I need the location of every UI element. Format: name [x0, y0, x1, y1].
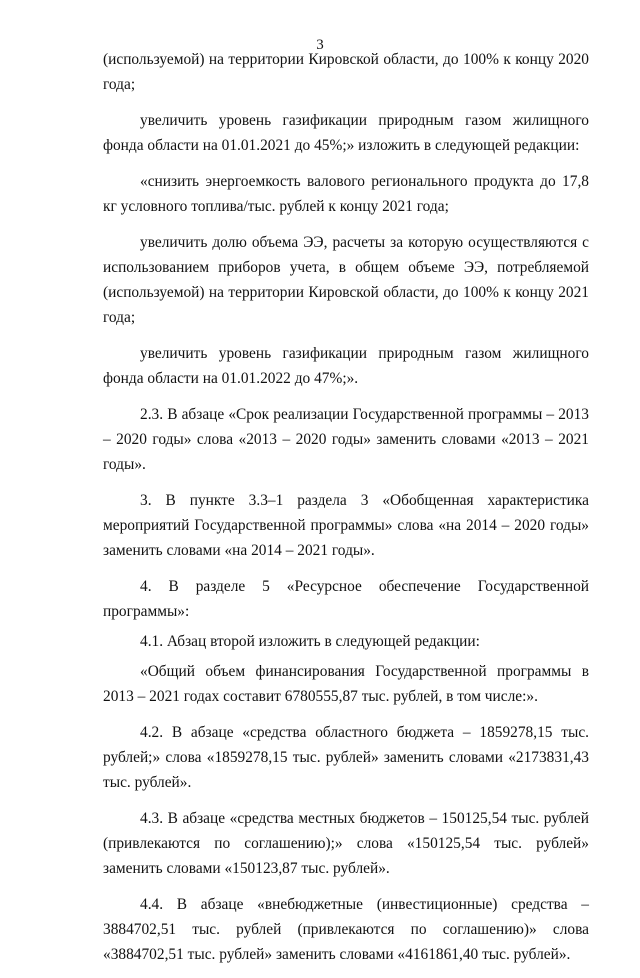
- paragraph-10: «Общий объем финансирования Государственной программы в 2013 – 2021 годах составит 6780555,87 тыс. рублей, в том числе:».: [103, 663, 589, 705]
- paragraph-8: 4. В разделе 5 «Ресурсное обеспечение Государственной программы»:: [103, 578, 589, 620]
- paragraph-12: 4.3. В абзаце «средства местных бюджетов – 150125,54 тыс. рублей (привлекаются по соглашению);» слова «150125,54 тыс. рублей» заменить словами «150123,87 тыс. рублей».: [103, 810, 589, 877]
- page-number: 3: [316, 37, 324, 53]
- paragraph-11: 4.2. В абзаце «средства областного бюджета – 1859278,15 тыс. рублей;» слова «1859278,15 тыс. рублей» заменить словами «2173831,43 тыс. рублей».: [103, 724, 589, 791]
- paragraph-5: увеличить уровень газификации природным газом жилищного фонда области на 01.01.2022 до 47%;».: [103, 345, 589, 387]
- paragraph-6: 2.3. В абзаце «Срок реализации Государственной программы – 2013 – 2020 годы» слова «2013 – 2020 годы» заменить словами «2013 – 2021 годы».: [103, 406, 589, 473]
- paragraph-4: увеличить долю объема ЭЭ, расчеты за которую осуществляются с использованием приборов учета, в общем объеме ЭЭ, потребляемой (используемой) на территории Кировской области, до 100% к концу 2021 года;: [103, 234, 589, 326]
- paragraph-13: 4.4. В абзаце «внебюджетные (инвестиционные) средства – 3884702,51 тыс. рублей (привлекаются по соглашению)» слова «3884702,51 тыс. рублей» заменить словами «4161861,40 тыс. рублей».: [103, 896, 589, 963]
- document-body: [103, 47, 589, 978]
- paragraph-7: 3. В пункте 3.3–1 раздела 3 «Обобщенная характеристика мероприятий Государственной программы» слова «на 2014 – 2020 годы» заменить словами «на 2014 – 2021 годы».: [103, 492, 589, 559]
- paragraph-3: «снизить энергоемкость валового регионального продукта до 17,8 кг условного топлива/тыс. рублей к концу 2021 года;: [103, 173, 589, 215]
- paragraph-2: увеличить уровень газификации природным газом жилищного фонда области на 01.01.2021 до 45%;» изложить в следующей редакции:: [103, 112, 589, 154]
- paragraph-1: (используемой) на территории Кировской области, до 100% к концу 2020 года;: [103, 51, 589, 93]
- paragraph-9: 4.1. Абзац второй изложить в следующей редакции:: [140, 633, 480, 650]
